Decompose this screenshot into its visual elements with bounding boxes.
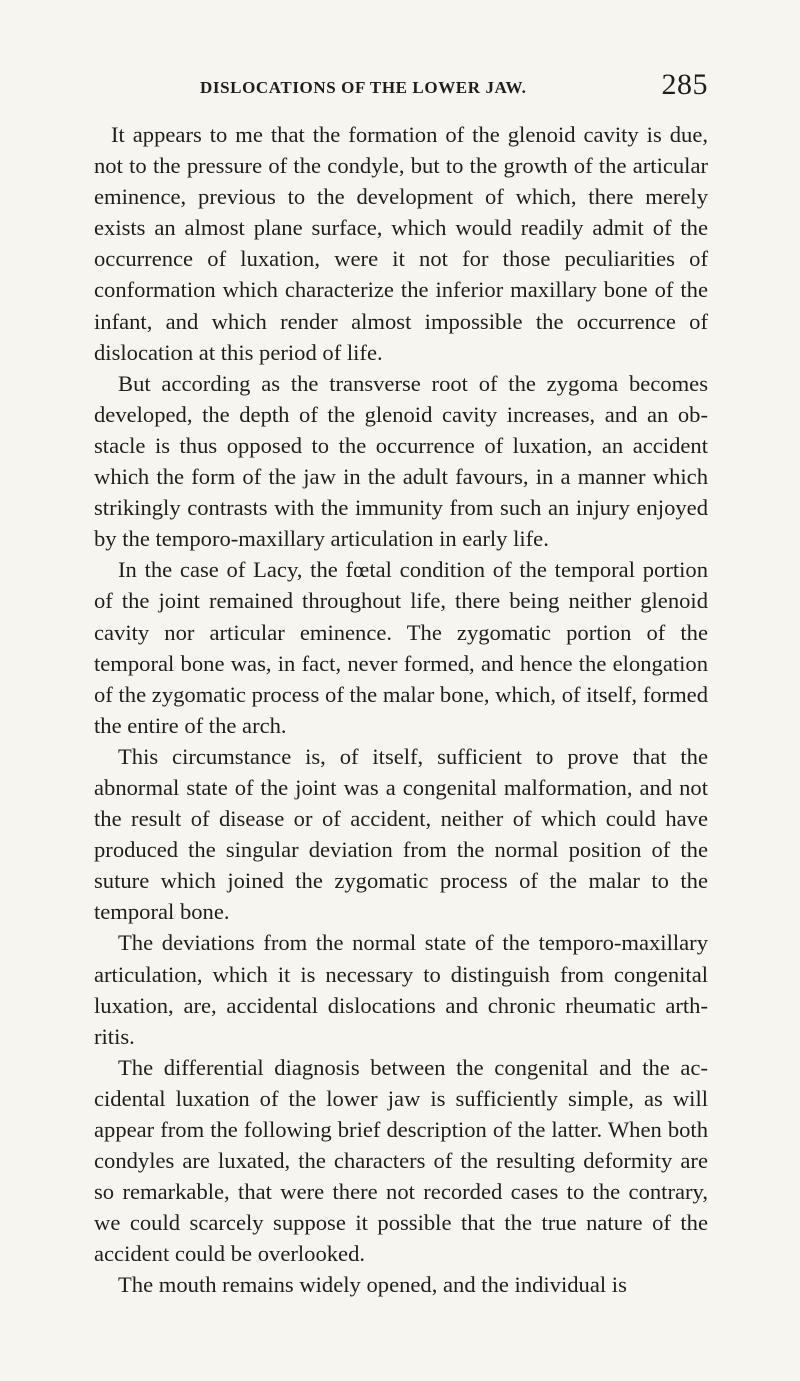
- page-number: 285: [661, 68, 708, 101]
- paragraph-lacy-case: In the case of Lacy, the fœtal condition of the temporal portion of the joint remained throughout life, there being neither glenoid cavity nor articular eminence. The zygomatic portion of the temporal bone was, in fact, never formed, and hence the elongation of the zygomatic process of the malar bone, which, of itself, formed the entire of the arch.: [94, 557, 708, 738]
- body-text: [94, 119, 708, 1301]
- paragraph-differential-diagnosis: The differential diagnosis between the congenital and the accidental luxation of the lower jaw is sufficiently simple, as will appear from the following brief description of the latter. When both condyles are luxated, the characters of the resulting deformity are so remarkable, that were there not recorded cases to the contrary, we could scarcely suppose it possible that the true nature of the accident could be overlooked.: [94, 1054, 708, 1267]
- paragraph-mouth-opened: The mouth remains widely opened, and the individual is: [118, 1272, 627, 1298]
- paragraph-deviations: The deviations from the normal state of the temporo-maxillary articulation, which it is necessary to distinguish from congenital luxation, are, accidental dislocations and chronic rheumatic arthritis.: [94, 930, 708, 1049]
- paragraph-zygoma-development: But according as the transverse root of the zygoma becomes developed, the depth of the glenoid cavity increases, and an obstacle is thus opposed to the occurrence of luxation, an accident which the form of the jaw in the adult favours, in a manner which strikingly contrasts with the immunity from such an injury enjoyed by the temporo-maxillary articulation in early life.: [94, 370, 708, 552]
- paragraph-glenoid-formation: It appears to me that the formation of the glenoid cavity is due, not to the pressure of the condyle, but to the growth of the articular eminence, previous to the development of which, there merely exists an almost plane surface, which would readily admit of the occurrence of luxation, were it not for those peculiarities of conformation which characterize the inferior maxillary bone of the infant, and which render almost impossible the occurrence of dislocation at this period of life.: [94, 122, 708, 365]
- running-title: DISLOCATIONS OF THE LOWER JAW.: [200, 78, 527, 97]
- paragraph-congenital-malformation: This circumstance is, of itself, sufficient to prove that the abnormal state of the joint was a congenital malformation, and not the result of disease or of accident, neither of which could have produced the singular deviation from the normal position of the suture which joined the zygomatic process of the malar to the temporal bone.: [94, 743, 708, 925]
